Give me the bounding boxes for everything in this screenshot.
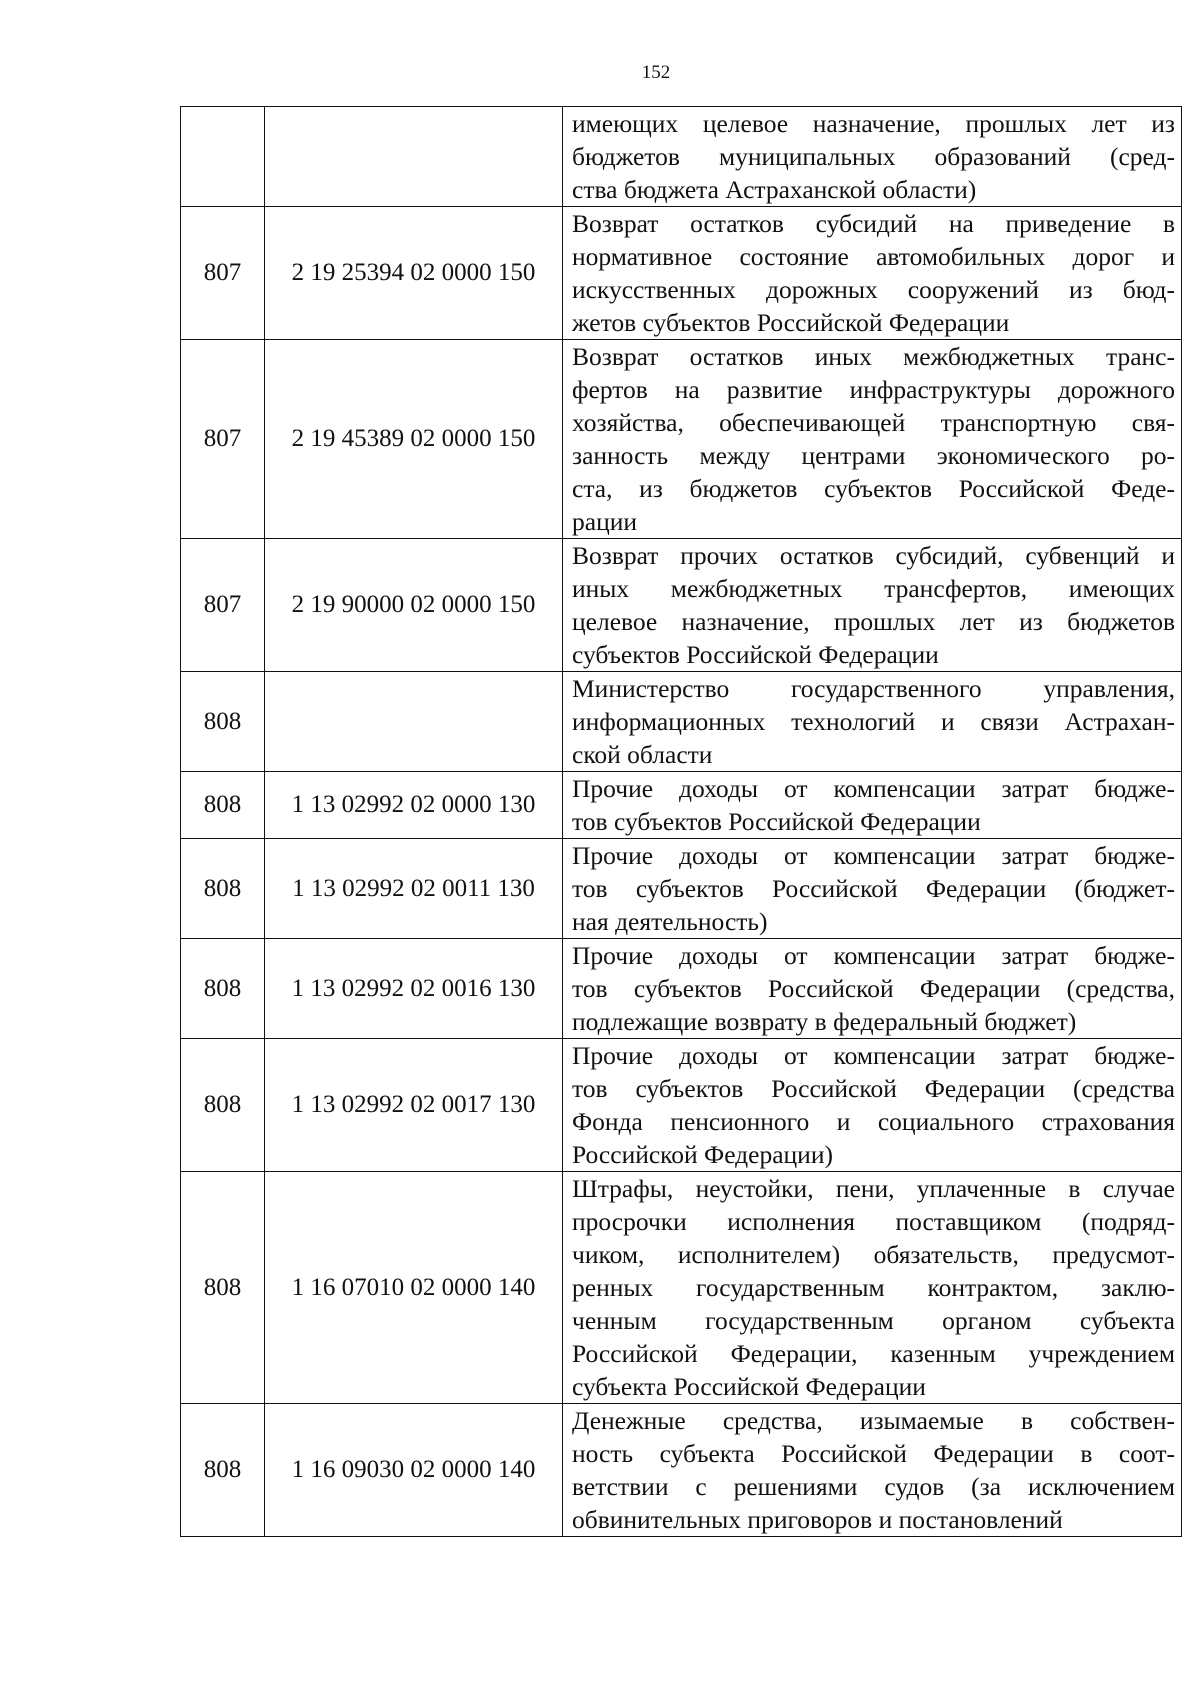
revenue-name-line: ской области <box>572 740 713 769</box>
table-row <box>181 1172 1182 1404</box>
budget-code-cell: 2 19 90000 02 0000 150 <box>265 539 563 672</box>
revenue-name-line: искусственных дорожных сооружений из бюд- <box>572 275 1175 304</box>
admin-code-cell: 807 <box>181 340 265 539</box>
revenue-name-cell <box>563 672 1182 772</box>
revenue-name-line: ная деятельность) <box>572 907 768 936</box>
budget-code-cell <box>265 672 563 772</box>
revenue-name-line: иных межбюджетных трансфертов, имеющих <box>572 574 1175 603</box>
budget-code-cell: 1 16 07010 02 0000 140 <box>265 1172 563 1404</box>
revenue-name-line: тов субъектов Российской Федерации (средства <box>572 1074 1175 1103</box>
revenue-name-cell <box>563 839 1182 939</box>
admin-code-cell: 808 <box>181 1172 265 1404</box>
revenue-name-line: целевое назначение, прошлых лет из бюджетов <box>572 607 1175 636</box>
budget-code-cell: 2 19 25394 02 0000 150 <box>265 207 563 340</box>
revenue-name-line: информационных технологий и связи Астрахан- <box>572 707 1175 736</box>
budget-code-cell: 1 16 09030 02 0000 140 <box>265 1404 563 1537</box>
revenue-name-cell <box>563 539 1182 672</box>
revenue-name-line: бюджетов муниципальных образований (сред- <box>572 142 1175 171</box>
revenue-name-cell <box>563 107 1182 207</box>
admin-code-cell <box>181 107 265 207</box>
revenue-name-line: жетов субъектов Российской Федерации <box>572 308 1010 337</box>
table-row <box>181 772 1182 839</box>
revenue-name-line: субъектов Российской Федерации <box>572 640 939 669</box>
revenue-name-cell <box>563 1172 1182 1404</box>
revenue-name-line: тов субъектов Российской Федерации (средства, <box>572 974 1175 1003</box>
table-body <box>181 107 1182 1537</box>
budget-codes-table <box>180 106 1182 1537</box>
revenue-name-line: Министерство государственного управления, <box>572 674 1175 703</box>
admin-code-cell: 808 <box>181 1039 265 1172</box>
revenue-name-line: Прочие доходы от компенсации затрат бюдже- <box>572 1041 1175 1070</box>
table-row <box>181 539 1182 672</box>
revenue-name-cell <box>563 207 1182 340</box>
revenue-name-line: тов субъектов Российской Федерации <box>572 807 981 836</box>
admin-code-cell: 808 <box>181 939 265 1039</box>
table-row <box>181 1039 1182 1172</box>
revenue-name-line: Прочие доходы от компенсации затрат бюдже- <box>572 941 1175 970</box>
table-row <box>181 672 1182 772</box>
revenue-name-line: Возврат прочих остатков субсидий, субвенций и <box>572 541 1175 570</box>
revenue-name-line: имеющих целевое назначение, прошлых лет из <box>572 109 1175 138</box>
revenue-name-line: Российской Федерации, казенным учреждением <box>572 1339 1175 1368</box>
admin-code-cell: 807 <box>181 207 265 340</box>
revenue-name-line: ветствии с решениями судов (за исключением <box>572 1472 1175 1501</box>
admin-code-cell: 807 <box>181 539 265 672</box>
revenue-name-line: ность субъекта Российской Федерации в соот- <box>572 1439 1175 1468</box>
revenue-name-line: фертов на развитие инфраструктуры дорожного <box>572 375 1175 404</box>
revenue-name-line: просрочки исполнения поставщиком (подряд- <box>572 1207 1175 1236</box>
revenue-name-line: рации <box>572 507 638 536</box>
revenue-name-line: обвинительных приговоров и постановлений <box>572 1505 1063 1534</box>
revenue-name-line: подлежащие возврату в федеральный бюджет) <box>572 1007 1077 1036</box>
table-row <box>181 340 1182 539</box>
revenue-name-line: чиком, исполнителем) обязательств, предусмот- <box>572 1240 1175 1269</box>
revenue-name-line: субъекта Российской Федерации <box>572 1372 926 1401</box>
budget-code-cell: 2 19 45389 02 0000 150 <box>265 340 563 539</box>
budget-code-cell: 1 13 02992 02 0000 130 <box>265 772 563 839</box>
revenue-name-line: Возврат остатков иных межбюджетных транс- <box>572 342 1175 371</box>
revenue-name-line: Прочие доходы от компенсации затрат бюдже- <box>572 841 1175 870</box>
revenue-name-cell <box>563 772 1182 839</box>
revenue-name-line: Возврат остатков субсидий на приведение в <box>572 209 1175 238</box>
revenue-name-line: ста, из бюджетов субъектов Российской Феде- <box>572 474 1175 503</box>
revenue-name-line: ства бюджета Астраханской области) <box>572 175 977 204</box>
revenue-name-line: Денежные средства, изымаемые в собствен- <box>572 1406 1175 1435</box>
admin-code-cell: 808 <box>181 1404 265 1537</box>
revenue-name-line: тов субъектов Российской Федерации (бюджет- <box>572 874 1175 903</box>
revenue-name-line: занность между центрами экономического ро- <box>572 441 1175 470</box>
revenue-name-line: Прочие доходы от компенсации затрат бюдже- <box>572 774 1175 803</box>
table-row <box>181 207 1182 340</box>
revenue-name-cell <box>563 340 1182 539</box>
budget-code-cell: 1 13 02992 02 0017 130 <box>265 1039 563 1172</box>
table-row <box>181 107 1182 207</box>
revenue-name-line: нормативное состояние автомобильных дорог и <box>572 242 1175 271</box>
budget-code-cell <box>265 107 563 207</box>
table-row <box>181 1404 1182 1537</box>
revenue-name-cell <box>563 939 1182 1039</box>
table-row <box>181 939 1182 1039</box>
budget-code-cell: 1 13 02992 02 0011 130 <box>265 839 563 939</box>
revenue-name-line: Российской Федерации) <box>572 1140 833 1169</box>
revenue-name-line: Штрафы, неустойки, пени, уплаченные в случае <box>572 1174 1175 1203</box>
revenue-name-cell <box>563 1039 1182 1172</box>
revenue-name-line: Фонда пенсионного и социального страхования <box>572 1107 1175 1136</box>
admin-code-cell: 808 <box>181 672 265 772</box>
revenue-name-line: хозяйства, обеспечивающей транспортную свя- <box>572 408 1175 437</box>
budget-code-cell: 1 13 02992 02 0016 130 <box>265 939 563 1039</box>
table-row <box>181 839 1182 939</box>
revenue-name-line: ренных государственным контрактом, заклю- <box>572 1273 1175 1302</box>
admin-code-cell: 808 <box>181 839 265 939</box>
revenue-name-cell <box>563 1404 1182 1537</box>
admin-code-cell: 808 <box>181 772 265 839</box>
revenue-name-line: ченным государственным органом субъекта <box>572 1306 1175 1335</box>
page-number: 152 <box>641 62 671 83</box>
